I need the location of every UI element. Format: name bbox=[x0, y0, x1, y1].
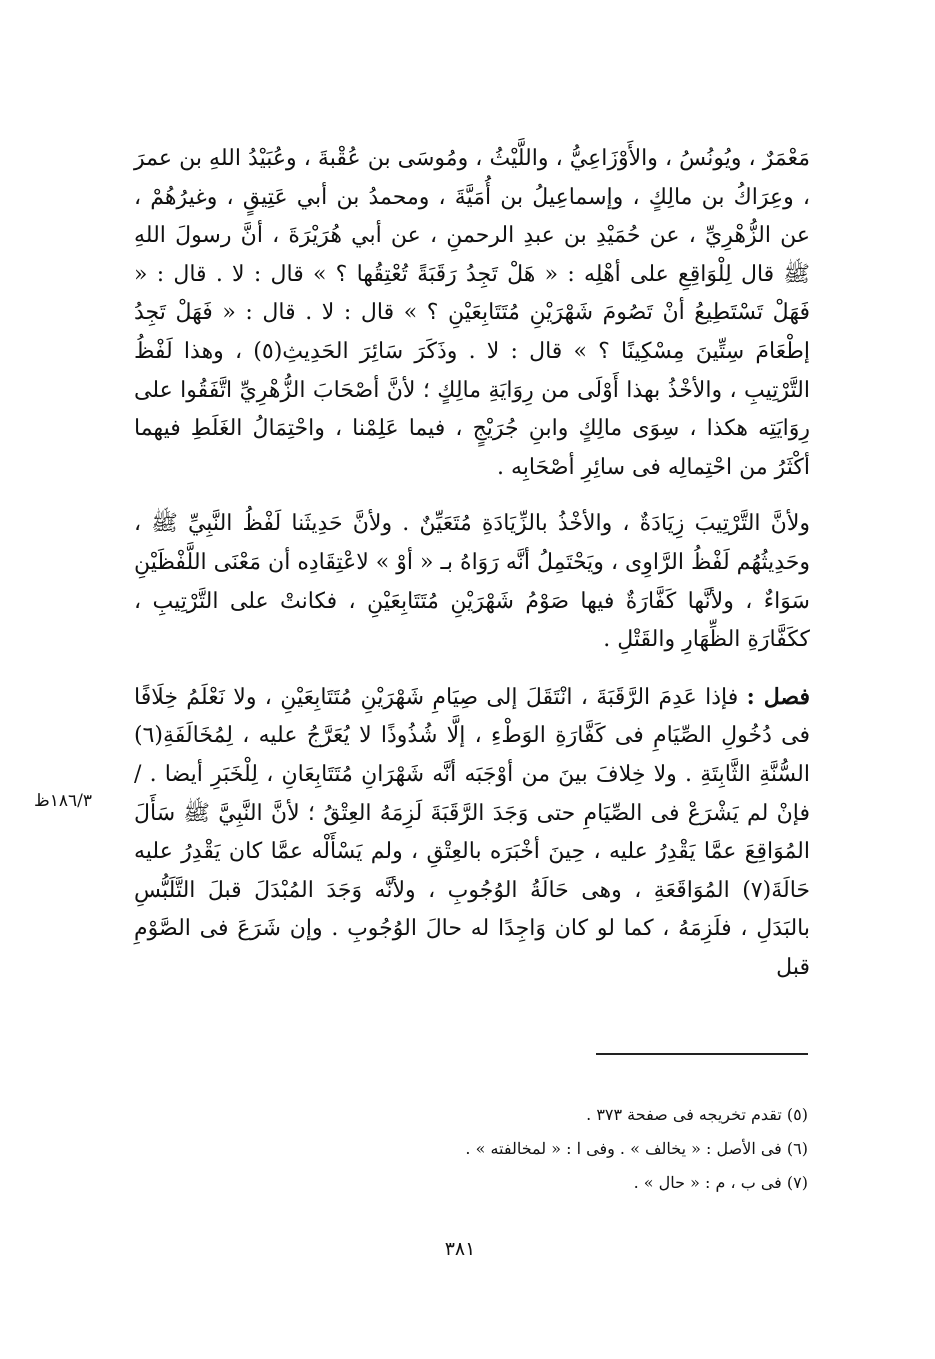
paragraph-3 bbox=[134, 678, 810, 988]
footnote-6: (٦) فى الأصل : « يخالف » . وفى ا : « لمخالفته » . bbox=[465, 1139, 808, 1158]
footnote-7: (٧) فى ب ، م : « حال » . bbox=[633, 1173, 808, 1192]
footnote-divider bbox=[596, 1053, 808, 1055]
margin-folio-reference: ١٨٦/٣ظ bbox=[34, 791, 92, 811]
page-number: ٣٨١ bbox=[444, 1238, 476, 1260]
section-heading: فصل : bbox=[746, 683, 811, 710]
paragraph-1: مَعْمَرٌ ، ويُونُسُ ، والأَوْزَاعِيُّ ، واللَّيْثُ ، ومُوسَى بن عُقْبةَ ، وعُبَيْدُ اللهِ بن عمرَ ، وعِرَاكُ بن مالِكٍ ، وإسماعِيلُ بن أُمَيَّةَ ، ومحمدُ بن أبي عَتِيقٍ ، وغيرُهُمْ ، عن الزُّهْرِيِّ ، عن حُمَيْدِ بن عبدِ الرحمنِ ، عن أبي هُرَيْرَةَ ، أنَّ رسولَ اللهِ ﷺ قال لِلْوَاقِعِ على أهْلِه : « هَلْ تَجِدُ رَقَبَةً تُعْتِقُها ؟ » قال : لا . قال : « فَهَلْ تَسْتَطِيعُ أنْ تَصُومَ شَهْرَيْنِ مُتَتَابِعَيْنِ ؟ » قال : لا . قال : « فَهَلْ تَجِدُ إطْعَامَ سِتِّينَ مِسْكِينًا ؟ » قال : لا . وذَكَرَ سَائِرَ الحَدِيثِ(٥) ، وهذا لَفْظُ التَّرْتِيبِ ، والأخْذُ بهذا أَوْلَى من رِوَايَةِ مالِكٍ ؛ لأنَّ أصْحَابَ الزُّهْرِيِّ اتَّفَقُوا على رِوَايَتِه هكذا ، سِوَى مالِكٍ وابنِ جُرَيْجٍ ، فيما عَلِمْنا ، واحْتِمَالُ الغَلَطِ فيهما أكْثَرُ من احْتِمالِه فى سائِرِ أصْحَابِه . bbox=[134, 146, 810, 480]
main-text-block bbox=[134, 140, 810, 987]
footnotes-block bbox=[300, 1098, 808, 1200]
paragraph-3-text: فإذا عَدِمَ الرَّقَبَةَ ، انْتَقَلَ إلى صِيَامِ شَهْرَيْنِ مُتَتَابِعَيْنِ ، ولا نَعْلَمُ خِلَافًا فى دُخُولِ الصِّيَامِ فى كَفَّارَةِ الوَطْءِ ، إلَّا شُذُوذًا لا يُعَرَّجُ عليه ، لِمُخَالَفَةِ(٦) السُّنَّةِ الثَّابِتَةِ . ولا خِلافَ بينَ من أوْجَبَه أنَّه شَهْرَانِ مُتَتَابِعَانِ ، لِلْخَبَرِ أيضا . / فإنْ لم يَشْرَعْ فى الصِّيَامِ حتى وَجَدَ الرَّقَبَةَ لَزِمَهُ العِتْقُ ؛ لأنَّ النَّبِيَّ ﷺ سَأَلَ المُوَاقِعَ عمَّا يَقْدِرُ عليه ، حِينَ أخْبَرَه بالعِتْقِ ، ولم يَسْأَلْه عمَّا كان يَقْدِرُ عليه حَالَةَ(٧) المُوَاقَعَةِ ، وهى حَالَةُ الوُجُوبِ ، ولأنَّه وَجَدَ المُبْدَلَ قبلَ التَّلَبُّسِ بالبَدَلِ ، فلَزِمَهُ ، كما لو كان وَاجِدًا له حالَ الوُجُوبِ . وإن شَرَعَ فى الصَّوْمِ قبل bbox=[134, 684, 810, 980]
footnote-5: (٥) تقدم تخريجه فى صفحة ٣٧٣ . bbox=[586, 1105, 808, 1124]
paragraph-2: ولأنَّ التَّرْتِيبَ زِيَادَةٌ ، والأخْذُ بالزِّيَادَةِ مُتَعَيِّنٌ . ولأنَّ حَدِيثَنا لَفْظُ النَّبِيِّ ﷺ ، وحَدِيثُهُم لَفْظُ الرَّاوِى ، ويَحْتَمِلُ أنَّه رَوَاهُ بـ « أوْ » لاعْتِقَادِه أن مَعْنَى اللَّفْظَيْنِ سَوَاءٌ ، ولأنَّها كَفَّارَةٌ فيها صَوْمُ شَهْرَيْنِ مُتَتَابِعَيْنِ ، فكانتْ على التَّرْتِيبِ ، ككَفَّارَةِ الظِّهَارِ والقَتْلِ . bbox=[134, 511, 810, 653]
